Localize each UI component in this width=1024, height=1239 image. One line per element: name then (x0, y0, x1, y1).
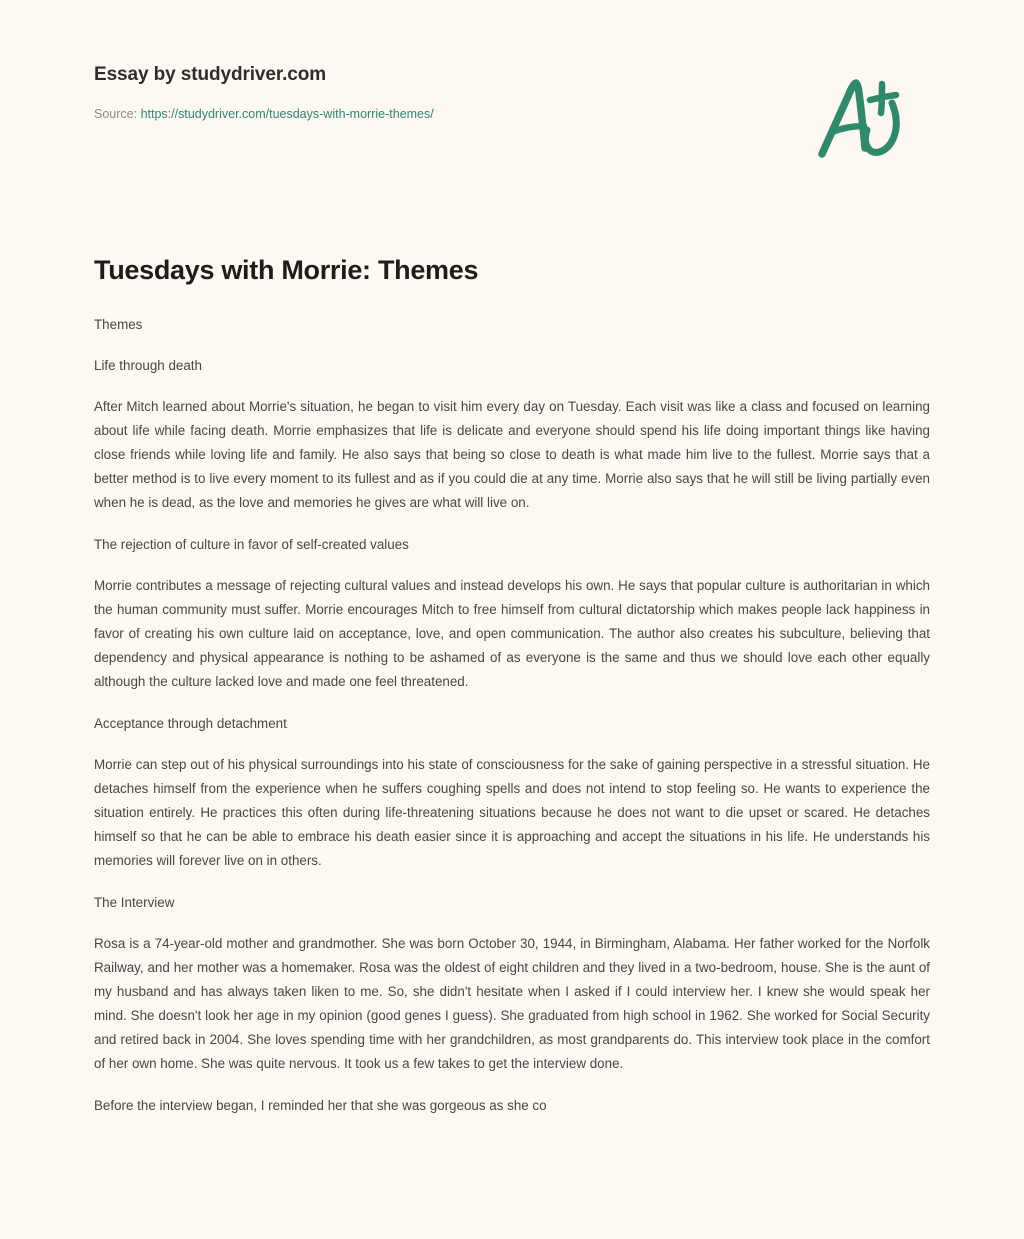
page-title: Tuesdays with Morrie: Themes (94, 255, 479, 285)
a-plus-logo (812, 70, 912, 170)
source-url-link[interactable]: https://studydriver.com/tuesdays-with-morrie-themes/ (140, 107, 434, 121)
section-label-themes: Themes (94, 317, 143, 332)
section-heading-the-interview: The Interview (94, 895, 175, 910)
source-label: Source: (94, 107, 138, 121)
section-heading-rejection-of-culture: The rejection of culture in favor of self-created values (94, 537, 409, 552)
paragraph-acceptance-through-detachment: Morrie can step out of his physical surroundings into his state of consciousness for the sake of gaining perspective in a stressful situation. He detaches himself from the experience when he suffers coughing spells and does not intend to stop feeling so. He wants to experience the situation entirely. He practices this often during life-threatening situations because he does not want to die upset or scared. He detaches himself so that he can be able to embrace his death easier since it is approaching and accept the situations in his life. He understands his memories will forever live on in others. (94, 757, 930, 868)
brand-attribution: Essay by studydriver.com (94, 64, 327, 85)
section-heading-acceptance-through-detachment: Acceptance through detachment (94, 716, 287, 731)
document-header (94, 62, 930, 123)
source-line (94, 105, 930, 123)
paragraph-life-through-death: After Mitch learned about Morrie's situation, he began to visit him every day on Tuesday. Each visit was like a class and focused on learning about life while facing death. Morrie emphasizes that life is delicate and everyone should spend his life doing important things like having close friends while loving life and family. He also says that being so close to death is what made him live to the fullest. Morrie says that a better method is to live every moment to its fullest and as if you could die at any time. Morrie also says that he will still be living partially even when he is dead, as the love and memories he gives are what will live on. (94, 399, 930, 510)
section-heading-life-through-death: Life through death (94, 358, 202, 373)
paragraph-the-interview: Rosa is a 74-year-old mother and grandmother. She was born October 30, 1944, in Birmingham, Alabama. Her father worked for the Norfolk Railway, and her mother was a homemaker. Rosa was the oldest of eight children and they lived in a two-bedroom, house. She is the aunt of my husband and has always taken liken to me. So, she didn't hesitate when I asked if I could interview her. I knew she would speak her mind. She doesn't look her age in my opinion (good genes I guess). She graduated from high school in 1962. She worked for Social Security and retired back in 2004. She loves spending time with her grandchildren, as most grandparents do. This interview took place in the comfort of her own home. She was quite nervous. It took us a few takes to get the interview done. (94, 936, 930, 1071)
document-body (94, 313, 930, 1130)
paragraph-rejection-of-culture: Morrie contributes a message of rejecting cultural values and instead develops his own. He says that popular culture is authoritarian in which the human community must suffer. Morrie encourages Mitch to free himself from cultural dictatorship which makes people lack happiness in favor of creating his own culture laid on acceptance, love, and open communication. The author also creates his subculture, believing that dependency and physical appearance is nothing to be ashamed of as everyone is the same and thus we should love each other equally although the culture lacked love and made one feel threatened. (94, 578, 930, 689)
paragraph-truncated: Before the interview began, I reminded her that she was gorgeous as she co (94, 1098, 547, 1113)
a-plus-logo-icon (812, 70, 912, 170)
